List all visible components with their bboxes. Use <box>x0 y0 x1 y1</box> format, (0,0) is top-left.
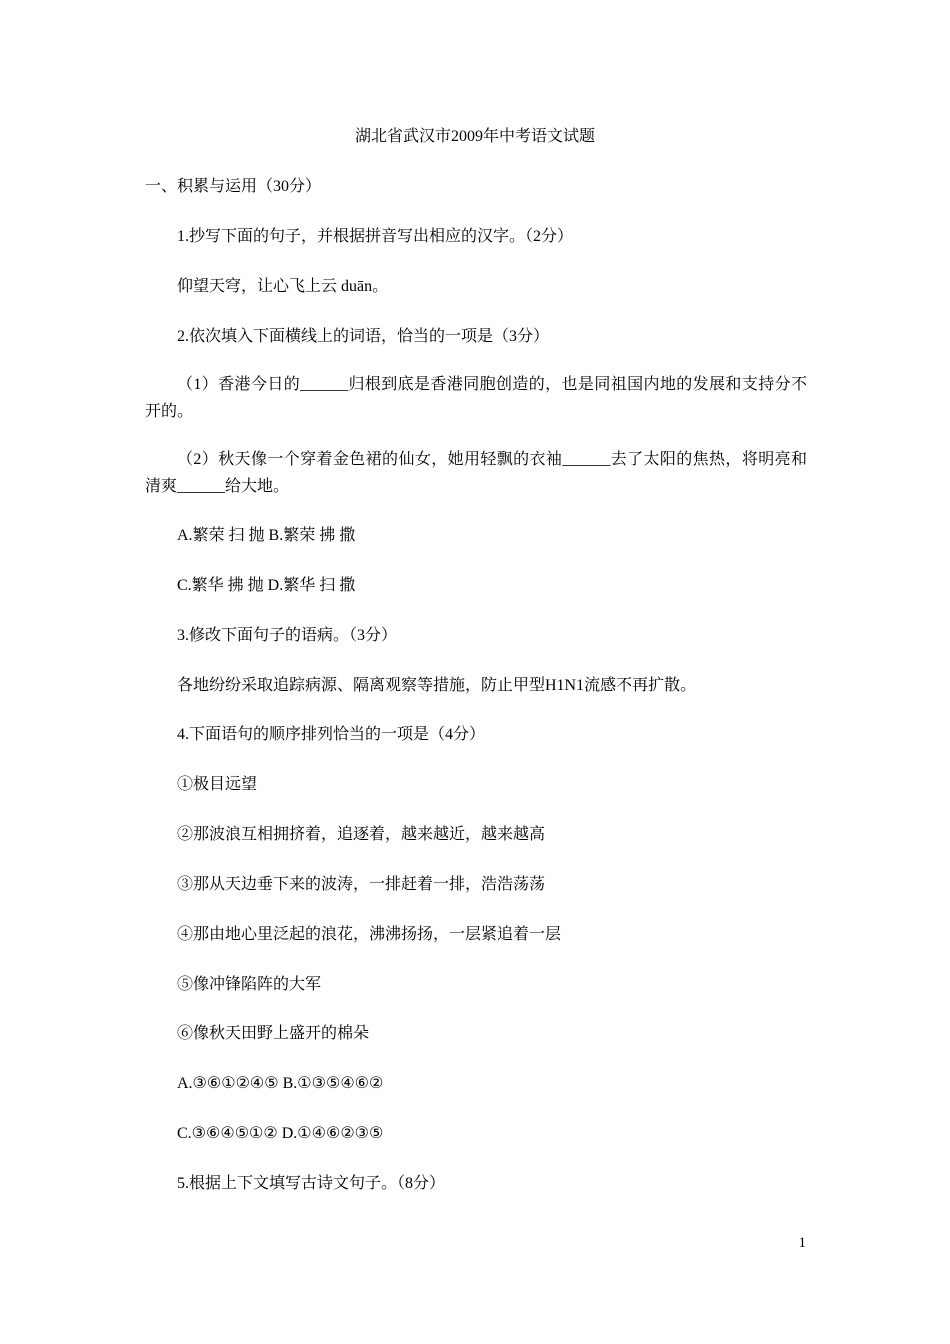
question-4-sentence-4: ④那由地心里泛起的浪花，沸沸扬扬，一层紧追着一层 <box>177 926 562 943</box>
section-heading: 一、积累与运用（30分） <box>145 178 322 195</box>
question-4-sentence-6: ⑥像秋天田野上盛开的棉朵 <box>177 1025 370 1042</box>
question-1-sentence: 仰望天穹，让心飞上云 duān。 <box>177 278 389 295</box>
question-4-sentence-2: ②那波浪互相拥挤着，追逐着，越来越近，越来越高 <box>177 826 546 843</box>
question-4-sentence-3: ③那从天边垂下来的波涛，一排赶着一排，浩浩荡荡 <box>177 876 546 893</box>
question-4-sentence-1: ①极目远望 <box>177 776 258 793</box>
question-3-prompt: 3.修改下面句子的语病。（3分） <box>177 627 398 644</box>
question-2-options-cd: C.繁华 拂 抛 D.繁华 扫 撒 <box>177 577 356 594</box>
question-5-prompt: 5.根据上下文填写古诗文句子。（8分） <box>177 1175 446 1192</box>
question-2-options-ab: A.繁荣 扫 抛 B.繁荣 拂 撒 <box>177 527 356 544</box>
question-1-prompt: 1.抄写下面的句子，并根据拼音写出相应的汉字。（2分） <box>177 228 574 245</box>
question-3-sentence: 各地纷纷采取追踪病源、隔离观察等措施，防止甲型H1N1流感不再扩散。 <box>177 677 697 694</box>
question-4-sentence-5: ⑤像冲锋陷阵的大军 <box>177 976 322 993</box>
question-2-prompt: 2.依次填入下面横线上的词语，恰当的一项是（3分） <box>177 328 550 345</box>
document-title: 湖北省武汉市2009年中考语文试题 <box>354 128 595 145</box>
question-4-options-cd: C.③⑥④⑤①② D.①④⑥②③⑤ <box>177 1125 384 1142</box>
question-4-prompt: 4.下面语句的顺序排列恰当的一项是（4分） <box>177 726 486 743</box>
question-2-item-2: （2）秋天像一个穿着金色裙的仙女，她用轻飘的衣袖______去了太阳的焦热，将明亮和清爽______给大地。 <box>145 451 807 495</box>
question-2-item-1: （1）香港今日的______归根到底是香港同胞创造的，也是同祖国内地的发展和支持分不开的。 <box>145 376 807 420</box>
question-4-options-ab: A.③⑥①②④⑤ B.①③⑤④⑥② <box>177 1075 384 1092</box>
page-number: 1 <box>798 1235 806 1251</box>
